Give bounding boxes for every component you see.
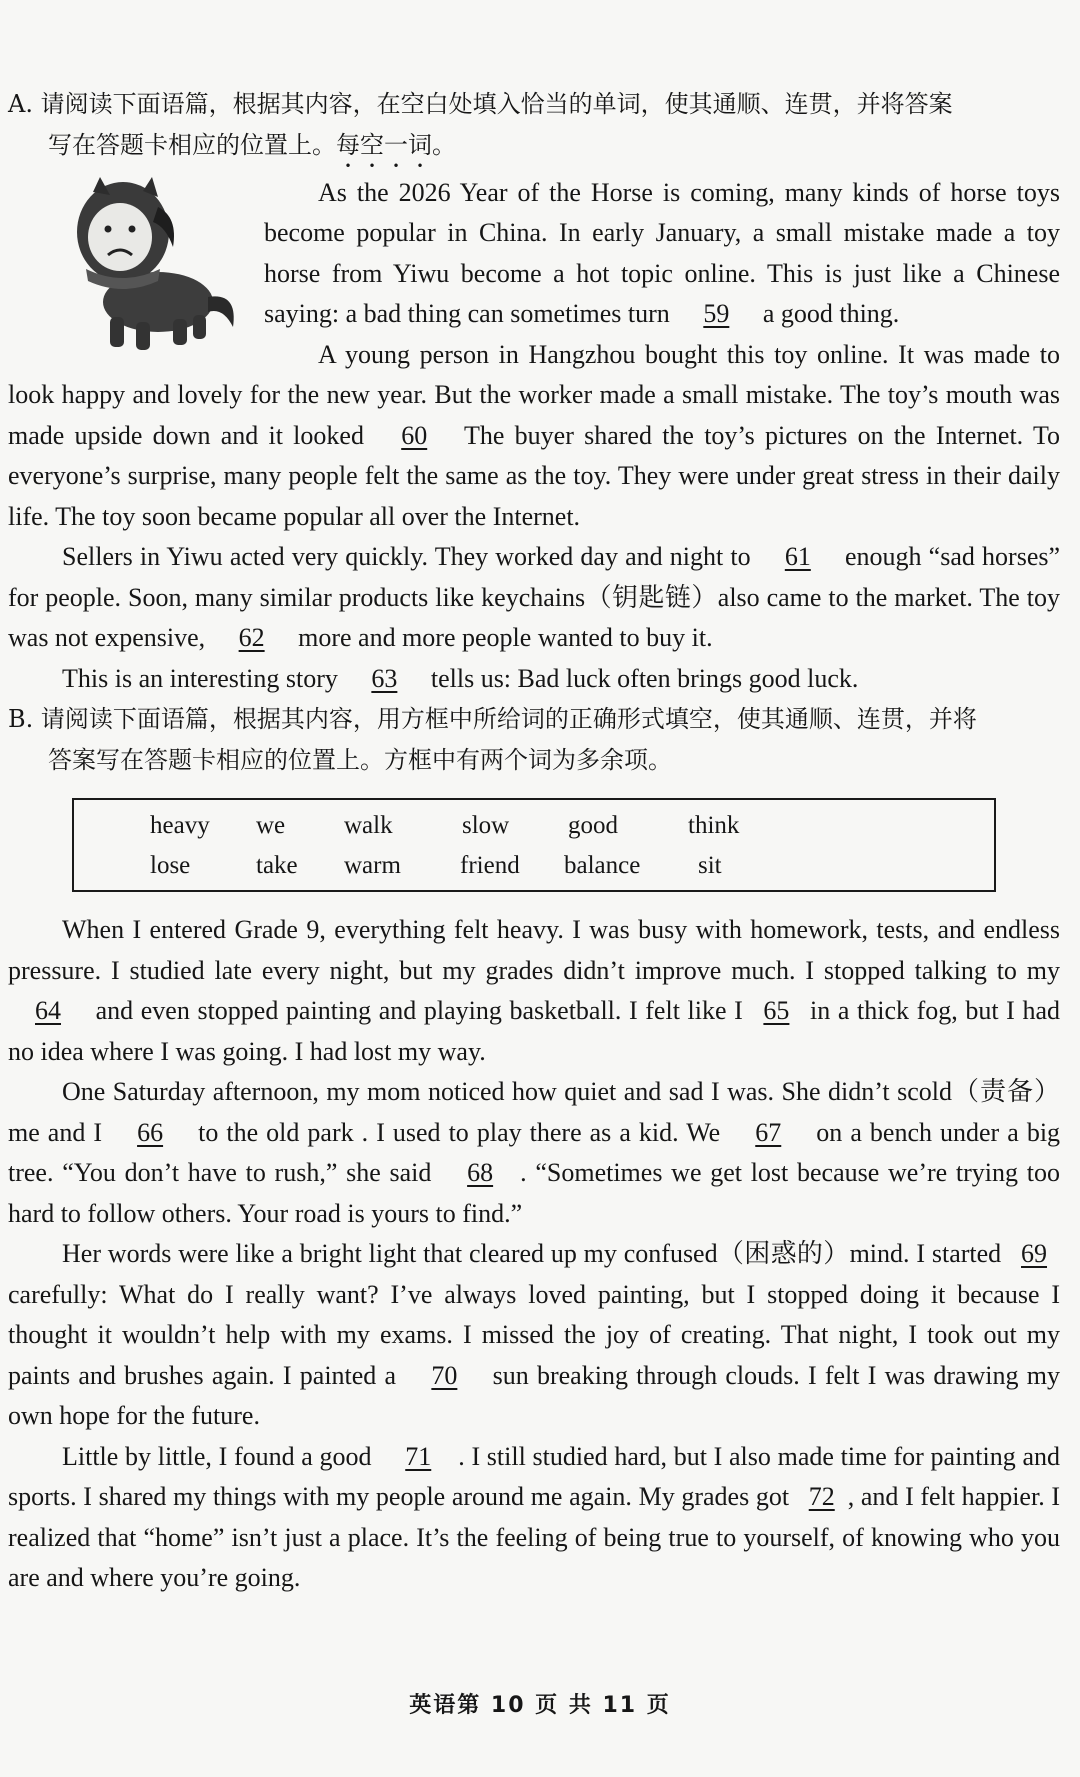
word-box-word: take	[256, 852, 298, 879]
section-b-instruction-line2: 答案写在答题卡相应的位置上。方框中有两个词为多余项。	[48, 745, 672, 774]
word-box-word: friend	[460, 852, 520, 879]
answer-blank-67[interactable]: 67	[755, 1117, 782, 1147]
paragraph-text: sun breaking through clouds. I felt I was drawing my own hope for the future.	[8, 1360, 1061, 1430]
paragraph-text: carefully: What do I really want? I’ve always loved painting, but I stopped doing it because I thought it wouldn’t help with my exams. I missed the joy of creating. That night, I took out my paints and brushes again. I painted a	[8, 1279, 1060, 1390]
paragraph-text: tells us: Bad luck often brings good luck.	[430, 663, 859, 693]
section-a-instruction-end: 。	[432, 130, 456, 159]
section-b-paragraph-3	[8, 1234, 1060, 1437]
answer-blank-61[interactable]: 61	[784, 542, 811, 571]
section-a-instruction-line1: A. 请阅读下面语篇，根据其内容，在空白处填入恰当的单词，使其通顺、连贯，并将答案	[8, 90, 953, 118]
answer-blank-72[interactable]: 72	[808, 1482, 835, 1511]
word-box-row-1	[74, 806, 994, 846]
answer-blank-65[interactable]: 65	[763, 996, 790, 1025]
word-box-word: sit	[698, 852, 722, 879]
word-box-word: think	[688, 812, 740, 839]
answer-blank-60[interactable]: 60	[401, 420, 428, 450]
answer-blank-59[interactable]: 59	[703, 299, 730, 328]
paragraph-text: Sellers in Yiwu acted very quickly. They worked day and night to	[62, 542, 751, 571]
word-box-word: slow	[462, 812, 510, 839]
paragraph-text: Her words were like a bright light that cleared up my confused（困惑的）mind. I started	[62, 1239, 1002, 1268]
word-box-word: warm	[344, 852, 401, 879]
word-box-word: balance	[564, 852, 641, 879]
section-a-instruction-emphasis: 每空一词	[336, 130, 432, 159]
answer-blank-69[interactable]: 69	[1021, 1239, 1048, 1268]
section-a-instruction	[8, 84, 1060, 173]
paragraph-text: more and more people wanted to buy it.	[298, 623, 713, 652]
word-box-word: walk	[344, 812, 393, 839]
section-b-instruction	[8, 699, 1060, 780]
paragraph-text: A young person in Hangzhou bought this toy online. It was made to look happy and lovely for the new year. But the worker made a small mistake. The toy’s mouth was made upside down and it looked	[8, 339, 1060, 450]
paragraph-text: a good thing.	[762, 299, 900, 328]
paragraph-text: enough “sad horses” for people. Soon, many similar products like keychains（钥匙链）also came to the market. The toy was not expensive,	[8, 542, 1061, 652]
paragraph-text: The buyer shared the toy’s pictures on the Internet. To everyone’s surprise, many people felt the same as the toy. They were under great stress in their daily life. The toy soon became popular all over the Internet.	[8, 420, 1061, 531]
paragraph-text: When I entered Grade 9, everything felt heavy. I was busy with homework, tests, and endless pressure. I studied late every night, but my grades didn’t improve much. I stopped talking to my	[8, 915, 1060, 985]
section-b-paragraph-2	[8, 1072, 1060, 1234]
word-box	[72, 798, 996, 892]
paragraph-text: and even stopped painting and playing basketball. I felt like I	[95, 996, 743, 1025]
section-a-instruction-line2-text: 写在答题卡相应的位置上。	[48, 130, 336, 159]
paragraph-text: , and I felt happier. I realized that “home” isn’t just a place. It’s the feeling of being true to yourself, of knowing who you are and where you’re going.	[8, 1482, 1061, 1592]
answer-blank-68[interactable]: 68	[467, 1158, 494, 1187]
paragraph-text: As the 2026 Year of the Horse is coming, many kinds of horse toys become popular in China. In early January, a small mistake made a toy horse from Yiwu become a hot topic online. This is just like a Chinese saying: a bad thing can sometimes turn	[264, 177, 1060, 328]
sad-horse-icon	[48, 177, 248, 357]
section-a-paragraph-3	[8, 537, 1060, 659]
word-box-word: good	[568, 812, 618, 839]
paragraph-text: One Saturday afternoon, my mom noticed how quiet and sad I was. She didn’t scold（责备）me and I	[8, 1077, 1060, 1147]
paragraph-text: on a bench under a big tree. “You don’t have to rush,” she said	[8, 1117, 1061, 1187]
page-content	[8, 84, 1060, 1599]
section-b-paragraph-4	[8, 1437, 1060, 1599]
word-box-word: lose	[150, 852, 191, 879]
answer-blank-64[interactable]: 64	[35, 996, 61, 1025]
word-box-word: we	[256, 812, 286, 839]
answer-blank-62[interactable]: 62	[238, 623, 265, 652]
paragraph-text: . “Sometimes we get lost because we’re trying too hard to follow others. Your road is yours to find.”	[8, 1158, 1060, 1228]
word-box-word: heavy	[150, 812, 210, 839]
section-b-paragraph-1	[8, 910, 1060, 1072]
paragraph-text: to the old park . I used to play there as a kid. We	[198, 1117, 721, 1147]
section-b-instruction-line1: B. 请阅读下面语篇，根据其内容，用方框中所给词的正确形式填空，使其通顺、连贯，并将	[8, 705, 977, 733]
page-footer: 英语第 10 页 共 11 页	[409, 1693, 671, 1718]
paragraph-text: This is an interesting story	[62, 663, 338, 693]
answer-blank-71[interactable]: 71	[405, 1441, 432, 1471]
word-box-row-2	[74, 846, 994, 886]
paragraph-text: Little by little, I found a good	[62, 1441, 372, 1471]
section-a-instruction-line2	[8, 125, 1060, 173]
paragraph-text: . I still studied hard, but I also made time for painting and sports. I shared my things with my people around me again. My grades got	[8, 1441, 1060, 1511]
paragraph-text: in a thick fog, but I had no idea where I was going. I had lost my way.	[8, 996, 1060, 1066]
answer-blank-66[interactable]: 66	[137, 1117, 164, 1147]
section-a-paragraph-2	[8, 335, 1060, 538]
answer-blank-63[interactable]: 63	[371, 663, 398, 693]
answer-blank-70[interactable]: 70	[431, 1360, 458, 1390]
section-a-paragraph-4	[8, 659, 1060, 700]
